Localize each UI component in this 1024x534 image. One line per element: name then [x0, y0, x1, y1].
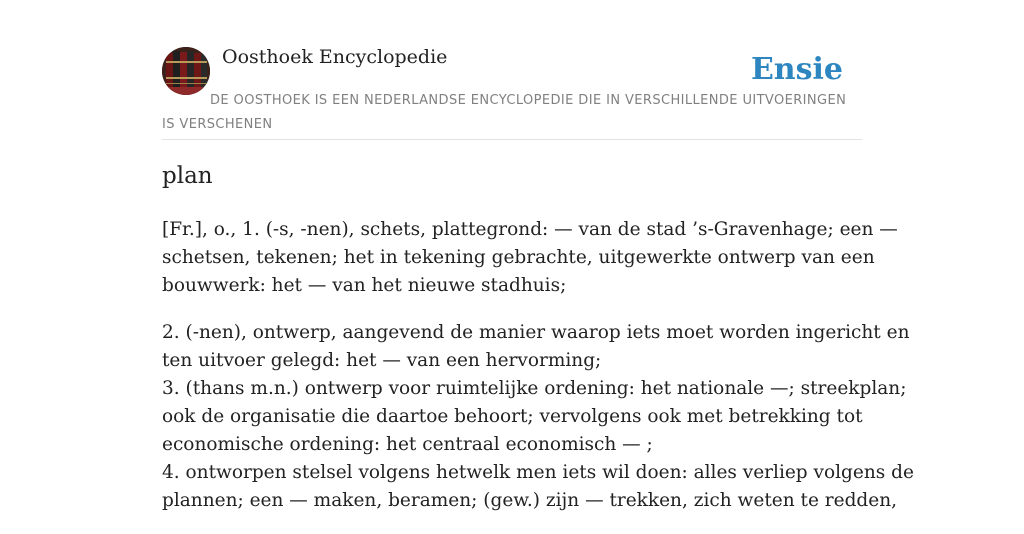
text-line: plannen; een — maken, beramen; (gew.) zijn — trekken, zich weten te redden,: [162, 490, 897, 511]
entry-body: [162, 216, 914, 534]
text-line: ten uitvoer gelegd: het — van een hervorming;: [162, 350, 602, 371]
text-line: [Fr.], o., 1. (-s, -nen), schets, plattegrond: — van de stad ’s-Gravenhage; een —: [162, 219, 898, 240]
text-line: bouwwerk: het — van het nieuwe stadhuis;: [162, 275, 567, 296]
entry-paragraph-2: [162, 319, 914, 515]
site-header: [162, 0, 862, 140]
encyclopedia-books-icon[interactable]: [162, 47, 210, 95]
text-line: schetsen, tekenen; het in tekening gebrachte, uitgewerkte ontwerp van een: [162, 247, 875, 268]
ensie-logo-link[interactable]: Ensie: [750, 52, 843, 87]
site-name-link[interactable]: Oosthoek Encyclopedie: [222, 46, 448, 68]
site-tagline: DE OOSTHOEK IS EEN NEDERLANDSE ENCYCLOPEDIE DIE IN VERSCHILLENDE UITVOERINGEN IS VERSCHENEN: [162, 93, 847, 132]
entry-title: plan: [162, 163, 213, 189]
page-content: [162, 0, 914, 511]
text-line: 4. ontworpen stelsel volgens hetwelk men iets wil doen: alles verliep volgens de: [162, 462, 914, 483]
text-line: ook de organisatie die daartoe behoort; vervolgens ook met betrekking tot: [162, 406, 863, 427]
text-line: 2. (-nen), ontwerp, aangevend de manier waarop iets moet worden ingericht en: [162, 322, 910, 343]
text-line: 3. (thans m.n.) ontwerp voor ruimtelijke ordening: het nationale —; streekplan;: [162, 378, 907, 399]
text-line: economische ordening: het centraal economisch — ;: [162, 434, 653, 455]
entry-paragraph-1: [162, 216, 898, 300]
